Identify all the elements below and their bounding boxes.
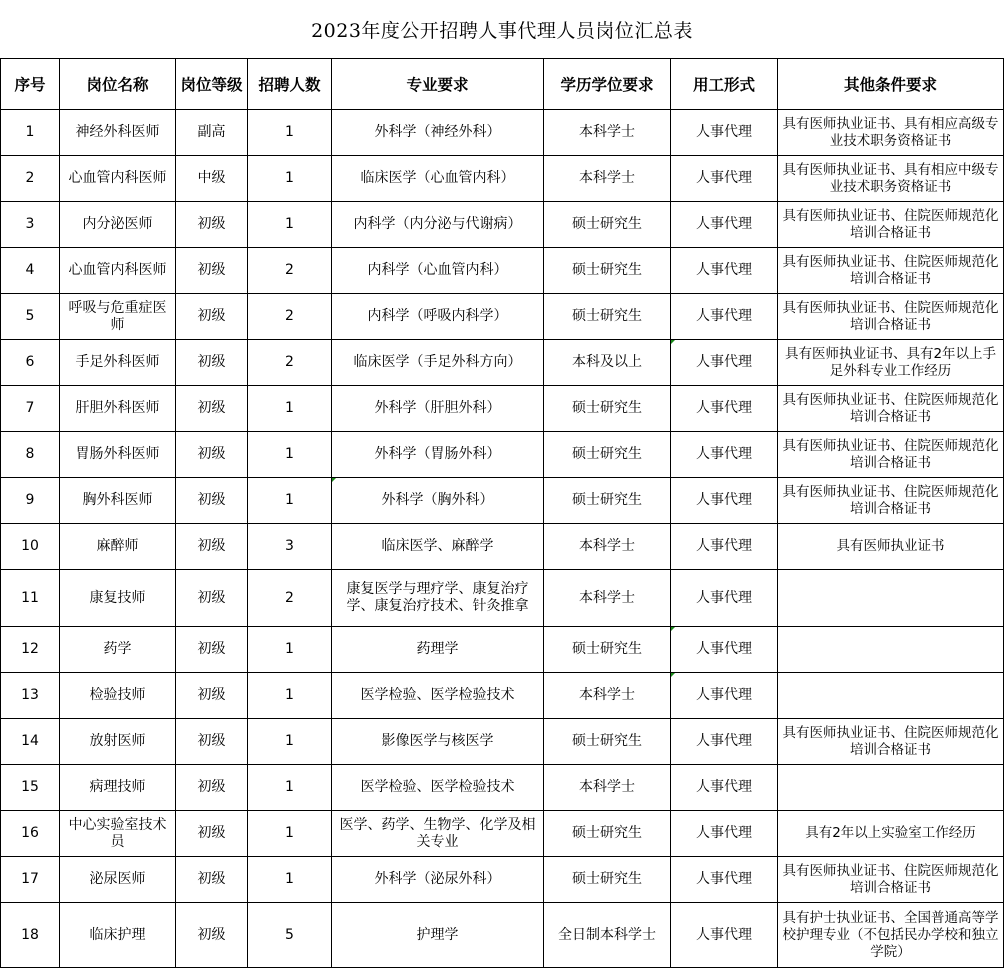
cell-major: 外科学（胸外科） xyxy=(332,478,544,524)
header-name: 岗位名称 xyxy=(60,59,176,110)
cell-level: 初级 xyxy=(176,719,248,765)
cell-count: 5 xyxy=(248,903,332,968)
table-row xyxy=(1,340,1004,386)
cell-level: 初级 xyxy=(176,524,248,570)
cell-form: 人事代理 xyxy=(671,294,778,340)
cell-count: 2 xyxy=(248,294,332,340)
table-row xyxy=(1,570,1004,627)
table-row xyxy=(1,478,1004,524)
cell-count: 1 xyxy=(248,765,332,811)
header-count: 招聘人数 xyxy=(248,59,332,110)
table-row xyxy=(1,719,1004,765)
cell-major: 临床医学、麻醉学 xyxy=(332,524,544,570)
cell-no: 4 xyxy=(1,248,60,294)
cell-form: 人事代理 xyxy=(671,202,778,248)
cell-edu: 硕士研究生 xyxy=(544,857,671,903)
cell-edu: 硕士研究生 xyxy=(544,719,671,765)
cell-form: 人事代理 xyxy=(671,903,778,968)
header-level: 岗位等级 xyxy=(176,59,248,110)
cell-level: 初级 xyxy=(176,673,248,719)
cell-no: 10 xyxy=(1,524,60,570)
cell-count: 1 xyxy=(248,719,332,765)
table-row xyxy=(1,156,1004,202)
cell-form: 人事代理 xyxy=(671,432,778,478)
cell-count: 2 xyxy=(248,248,332,294)
cell-no: 18 xyxy=(1,903,60,968)
cell-form: 人事代理 xyxy=(671,765,778,811)
cell-count: 1 xyxy=(248,478,332,524)
cell-level: 初级 xyxy=(176,202,248,248)
cell-form: 人事代理 xyxy=(671,627,778,673)
cell-no: 6 xyxy=(1,340,60,386)
cell-count: 1 xyxy=(248,857,332,903)
cell-name: 药学 xyxy=(60,627,176,673)
cell-count: 1 xyxy=(248,627,332,673)
header-no: 序号 xyxy=(1,59,60,110)
table-row xyxy=(1,811,1004,857)
cell-no: 8 xyxy=(1,432,60,478)
cell-major: 外科学（神经外科） xyxy=(332,110,544,156)
cell-no: 3 xyxy=(1,202,60,248)
cell-other: 具有医师执业证书、住院医师规范化培训合格证书 xyxy=(778,386,1004,432)
cell-other: 具有医师执业证书、具有2年以上手足外科专业工作经历 xyxy=(778,340,1004,386)
cell-form: 人事代理 xyxy=(671,857,778,903)
cell-edu: 硕士研究生 xyxy=(544,811,671,857)
cell-other: 具有医师执业证书、住院医师规范化培训合格证书 xyxy=(778,248,1004,294)
cell-no: 14 xyxy=(1,719,60,765)
cell-name: 检验技师 xyxy=(60,673,176,719)
cell-name: 肝胆外科医师 xyxy=(60,386,176,432)
header-major: 专业要求 xyxy=(332,59,544,110)
cell-level: 中级 xyxy=(176,156,248,202)
cell-name: 心血管内科医师 xyxy=(60,156,176,202)
cell-other xyxy=(778,627,1004,673)
cell-other: 具有医师执业证书、住院医师规范化培训合格证书 xyxy=(778,857,1004,903)
table-row xyxy=(1,673,1004,719)
cell-count: 1 xyxy=(248,673,332,719)
cell-name: 康复技师 xyxy=(60,570,176,627)
cell-other: 具有2年以上实验室工作经历 xyxy=(778,811,1004,857)
cell-edu: 本科及以上 xyxy=(544,340,671,386)
cell-edu: 硕士研究生 xyxy=(544,386,671,432)
cell-level: 初级 xyxy=(176,903,248,968)
cell-other: 具有医师执业证书、具有相应高级专业技术职务资格证书 xyxy=(778,110,1004,156)
cell-count: 2 xyxy=(248,570,332,627)
cell-count: 1 xyxy=(248,156,332,202)
cell-major: 康复医学与理疗学、康复治疗学、康复治疗技术、针灸推拿 xyxy=(332,570,544,627)
table-title: 2023年度公开招聘人事代理人员岗位汇总表 xyxy=(311,19,693,42)
cell-edu: 全日制本科学士 xyxy=(544,903,671,968)
cell-edu: 硕士研究生 xyxy=(544,627,671,673)
cell-count: 3 xyxy=(248,524,332,570)
cell-edu: 本科学士 xyxy=(544,524,671,570)
cell-name: 神经外科医师 xyxy=(60,110,176,156)
cell-form: 人事代理 xyxy=(671,478,778,524)
cell-level: 初级 xyxy=(176,857,248,903)
cell-count: 1 xyxy=(248,811,332,857)
positions-table xyxy=(0,58,1004,968)
cell-edu: 本科学士 xyxy=(544,673,671,719)
cell-name: 麻醉师 xyxy=(60,524,176,570)
cell-no: 9 xyxy=(1,478,60,524)
cell-major: 外科学（胃肠外科） xyxy=(332,432,544,478)
header-row xyxy=(1,59,1004,110)
cell-no: 15 xyxy=(1,765,60,811)
cell-edu: 硕士研究生 xyxy=(544,248,671,294)
table-row xyxy=(1,202,1004,248)
cell-level: 初级 xyxy=(176,570,248,627)
cell-no: 5 xyxy=(1,294,60,340)
cell-other xyxy=(778,765,1004,811)
cell-major: 内科学（心血管内科） xyxy=(332,248,544,294)
table-row xyxy=(1,110,1004,156)
cell-name: 中心实验室技术员 xyxy=(60,811,176,857)
cell-name: 放射医师 xyxy=(60,719,176,765)
cell-form: 人事代理 xyxy=(671,811,778,857)
cell-edu: 硕士研究生 xyxy=(544,478,671,524)
cell-edu: 本科学士 xyxy=(544,156,671,202)
cell-edu: 本科学士 xyxy=(544,110,671,156)
table-row xyxy=(1,294,1004,340)
header-form: 用工形式 xyxy=(671,59,778,110)
cell-form: 人事代理 xyxy=(671,673,778,719)
cell-name: 手足外科医师 xyxy=(60,340,176,386)
header-edu: 学历学位要求 xyxy=(544,59,671,110)
cell-name: 胃肠外科医师 xyxy=(60,432,176,478)
cell-edu: 本科学士 xyxy=(544,765,671,811)
cell-form: 人事代理 xyxy=(671,156,778,202)
cell-no: 16 xyxy=(1,811,60,857)
cell-other: 具有护士执业证书、全国普通高等学校护理专业（不包括民办学校和独立学院） xyxy=(778,903,1004,968)
cell-major: 外科学（泌尿外科） xyxy=(332,857,544,903)
cell-count: 1 xyxy=(248,386,332,432)
cell-major: 内科学（呼吸内科学） xyxy=(332,294,544,340)
cell-name: 临床护理 xyxy=(60,903,176,968)
cell-name: 呼吸与危重症医师 xyxy=(60,294,176,340)
cell-other: 具有医师执业证书、住院医师规范化培训合格证书 xyxy=(778,432,1004,478)
cell-major: 医学检验、医学检验技术 xyxy=(332,673,544,719)
cell-name: 胸外科医师 xyxy=(60,478,176,524)
table-row xyxy=(1,386,1004,432)
cell-name: 病理技师 xyxy=(60,765,176,811)
cell-name: 心血管内科医师 xyxy=(60,248,176,294)
table-row xyxy=(1,432,1004,478)
cell-level: 初级 xyxy=(176,627,248,673)
cell-level: 初级 xyxy=(176,386,248,432)
cell-other: 具有医师执业证书、住院医师规范化培训合格证书 xyxy=(778,294,1004,340)
cell-form: 人事代理 xyxy=(671,340,778,386)
cell-other: 具有医师执业证书、住院医师规范化培训合格证书 xyxy=(778,202,1004,248)
cell-count: 1 xyxy=(248,110,332,156)
cell-level: 初级 xyxy=(176,294,248,340)
cell-major: 医学、药学、生物学、化学及相关专业 xyxy=(332,811,544,857)
cell-major: 外科学（肝胆外科） xyxy=(332,386,544,432)
cell-form: 人事代理 xyxy=(671,248,778,294)
cell-other: 具有医师执业证书、住院医师规范化培训合格证书 xyxy=(778,719,1004,765)
cell-form: 人事代理 xyxy=(671,570,778,627)
cell-edu: 硕士研究生 xyxy=(544,432,671,478)
cell-no: 1 xyxy=(1,110,60,156)
cell-edu: 硕士研究生 xyxy=(544,202,671,248)
cell-other: 具有医师执业证书、具有相应中级专业技术职务资格证书 xyxy=(778,156,1004,202)
cell-no: 12 xyxy=(1,627,60,673)
cell-level: 初级 xyxy=(176,478,248,524)
cell-major: 临床医学（心血管内科） xyxy=(332,156,544,202)
table-row xyxy=(1,857,1004,903)
table-row xyxy=(1,903,1004,968)
cell-count: 1 xyxy=(248,202,332,248)
cell-major: 医学检验、医学检验技术 xyxy=(332,765,544,811)
cell-level: 初级 xyxy=(176,340,248,386)
cell-other xyxy=(778,673,1004,719)
cell-no: 7 xyxy=(1,386,60,432)
cell-no: 13 xyxy=(1,673,60,719)
cell-form: 人事代理 xyxy=(671,719,778,765)
cell-major: 内科学（内分泌与代谢病） xyxy=(332,202,544,248)
header-other: 其他条件要求 xyxy=(778,59,1004,110)
cell-level: 副高 xyxy=(176,110,248,156)
cell-no: 17 xyxy=(1,857,60,903)
cell-other: 具有医师执业证书 xyxy=(778,524,1004,570)
cell-other xyxy=(778,570,1004,627)
cell-major: 临床医学（手足外科方向） xyxy=(332,340,544,386)
cell-form: 人事代理 xyxy=(671,386,778,432)
cell-form: 人事代理 xyxy=(671,524,778,570)
cell-major: 影像医学与核医学 xyxy=(332,719,544,765)
cell-level: 初级 xyxy=(176,248,248,294)
cell-edu: 本科学士 xyxy=(544,570,671,627)
cell-name: 内分泌医师 xyxy=(60,202,176,248)
cell-no: 2 xyxy=(1,156,60,202)
table-row xyxy=(1,248,1004,294)
cell-count: 1 xyxy=(248,432,332,478)
cell-no: 11 xyxy=(1,570,60,627)
cell-level: 初级 xyxy=(176,432,248,478)
cell-name: 泌尿医师 xyxy=(60,857,176,903)
cell-other: 具有医师执业证书、住院医师规范化培训合格证书 xyxy=(778,478,1004,524)
table-row xyxy=(1,524,1004,570)
cell-form: 人事代理 xyxy=(671,110,778,156)
cell-count: 2 xyxy=(248,340,332,386)
cell-edu: 硕士研究生 xyxy=(544,294,671,340)
table-row xyxy=(1,765,1004,811)
cell-major: 护理学 xyxy=(332,903,544,968)
cell-level: 初级 xyxy=(176,811,248,857)
cell-major: 药理学 xyxy=(332,627,544,673)
cell-level: 初级 xyxy=(176,765,248,811)
table-row xyxy=(1,627,1004,673)
